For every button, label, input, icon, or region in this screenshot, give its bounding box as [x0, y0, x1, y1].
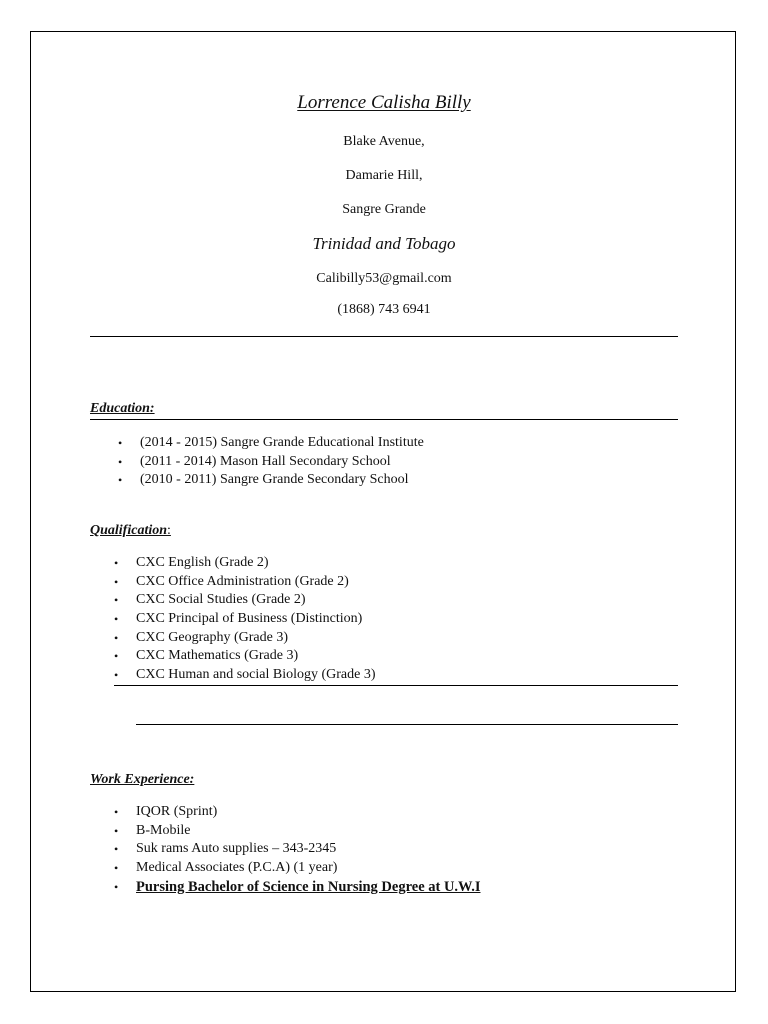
- list-item: • CXC Geography (Grade 3): [136, 629, 376, 648]
- email: Calibilly53@gmail.com: [316, 271, 452, 286]
- list-item: • CXC Principal of Business (Distinction): [136, 610, 376, 629]
- list-item: • CXC Office Administration (Grade 2): [136, 573, 376, 592]
- list-item: • IQOR (Sprint): [136, 803, 481, 822]
- address-line-2: Damarie Hill,: [345, 168, 423, 183]
- bullet-icon: •: [118, 436, 123, 450]
- list-item: • (2014 - 2015) Sangre Grande Educational Institute: [140, 434, 424, 453]
- list-item: • CXC Mathematics (Grade 3): [136, 647, 376, 666]
- list-item: • Medical Associates (P.C.A) (1 year): [136, 859, 481, 878]
- header-divider: [90, 336, 678, 337]
- bullet-icon: •: [114, 612, 119, 627]
- qualification-list: [114, 554, 376, 685]
- list-item: • CXC English (Grade 2): [136, 554, 376, 573]
- education-divider: [90, 419, 678, 420]
- qualification-divider: [114, 685, 678, 686]
- bullet-icon: •: [114, 668, 119, 683]
- bullet-icon: •: [114, 805, 119, 819]
- bullet-icon: •: [114, 556, 119, 570]
- bullet-icon: •: [114, 593, 119, 608]
- list-item: • (2010 - 2011) Sangre Grande Secondary School: [140, 471, 424, 490]
- bullet-icon: •: [118, 473, 123, 488]
- bullet-icon: •: [114, 879, 119, 894]
- bullet-icon: •: [114, 574, 119, 589]
- list-item: • B-Mobile: [136, 822, 481, 841]
- list-item: • CXC Human and social Biology (Grade 3): [136, 666, 376, 685]
- country: Trinidad and Tobago: [312, 234, 456, 253]
- bullet-icon: •: [114, 861, 119, 876]
- education-list: [118, 434, 424, 490]
- bullet-icon: •: [114, 823, 119, 838]
- bullet-icon: •: [118, 454, 123, 469]
- bullet-icon: •: [114, 842, 119, 857]
- qualification-heading: Qualification:: [90, 523, 171, 538]
- list-item: • Suk rams Auto supplies – 343-2345: [136, 840, 481, 859]
- phone: (1868) 743 6941: [337, 302, 431, 317]
- work-experience-list: [114, 803, 481, 896]
- bullet-icon: •: [114, 649, 119, 664]
- qualification-blank-line: [136, 724, 678, 725]
- resume-name: Lorrence Calisha Billy: [297, 92, 471, 113]
- bullet-icon: •: [114, 630, 119, 645]
- address-line-3: Sangre Grande: [342, 202, 426, 217]
- work-experience-heading: Work Experience:: [90, 772, 195, 787]
- list-item: • (2011 - 2014) Mason Hall Secondary School: [140, 453, 424, 472]
- list-item: • CXC Social Studies (Grade 2): [136, 591, 376, 610]
- address-line-1: Blake Avenue,: [343, 134, 425, 149]
- education-heading: Education:: [90, 401, 155, 416]
- list-item: • Pursing Bachelor of Science in Nursing Degree at U.W.I: [114, 878, 481, 895]
